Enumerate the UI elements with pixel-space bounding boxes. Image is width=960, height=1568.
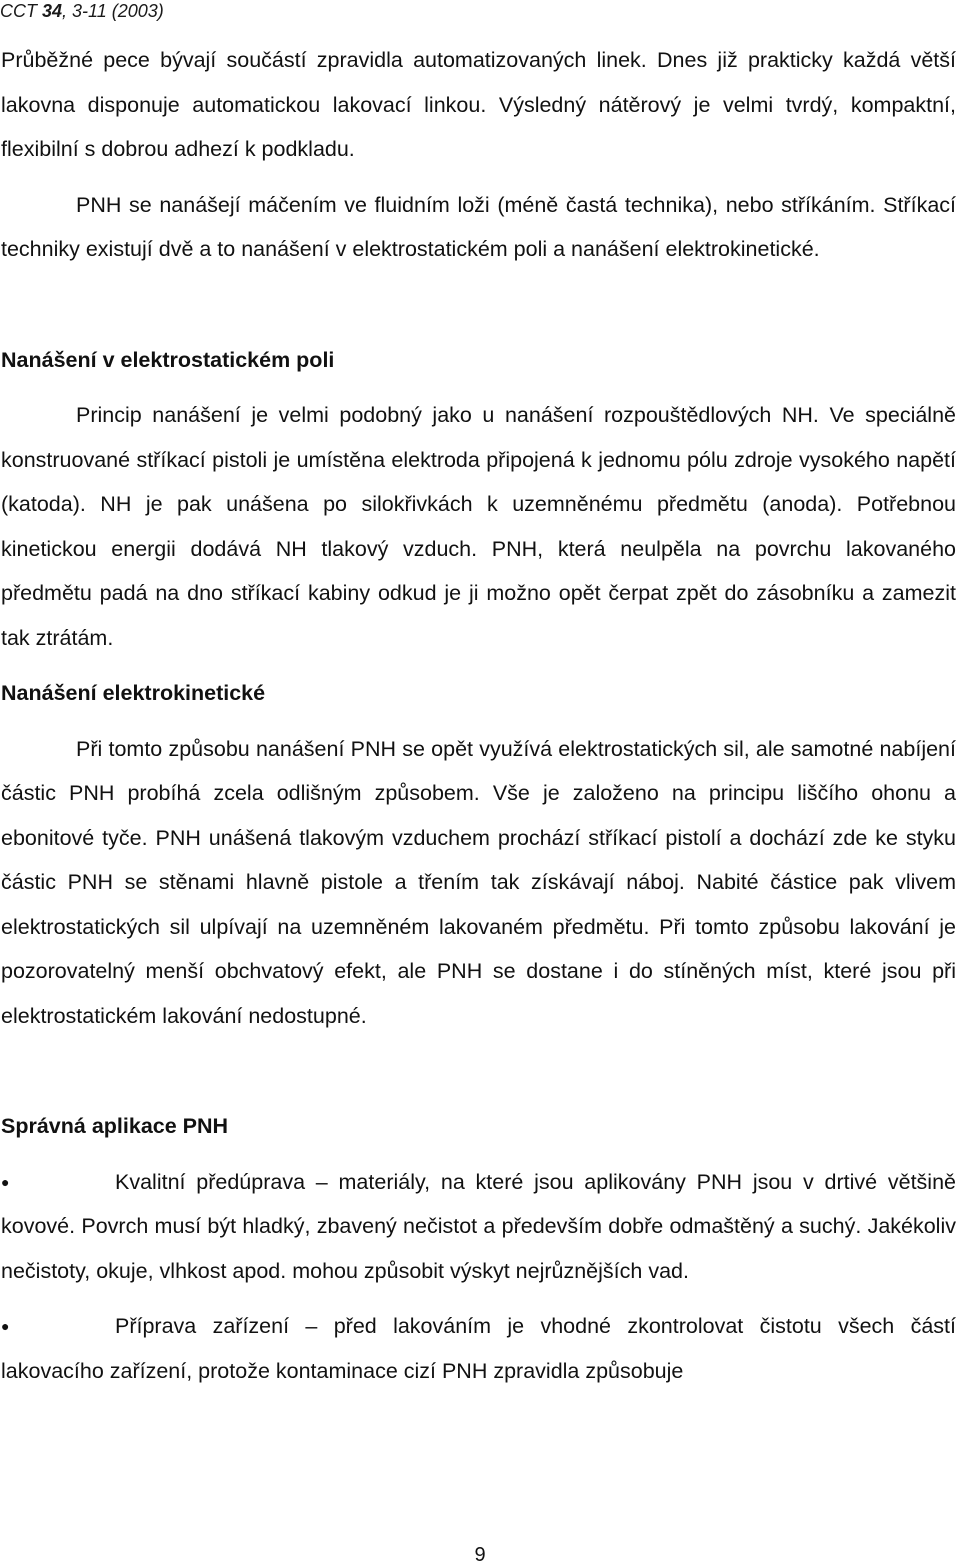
journal-issue: , 3-11 (2003) xyxy=(62,1,164,21)
section-text-electrokinetic: Při tomto způsobu nanášení PNH se opět využívá elektrostatických sil, ale samotné nabíjení částic PNH probíhá zcela odlišným způsobem. Vše je založeno na principu liščího ohonu a ebonitové tyče. PNH unášená tlakovým vzduchem prochází stříkací pistolí a dochází zde ke styku částic PNH se stěnami hlavně pistole a třením tak získávají náboj. Nabité částice pak vlivem elektrostatických sil ulpívají na uzemněném lakovaném předmětu. Při tomto způsobu lakování je pozorovatelný menší obchvatový efekt, ale PNH se dostane i do stíněných míst, které jsou při elektrostatickém lakování nedostupné. xyxy=(1,736,956,1028)
bullet-icon: ● xyxy=(1,1173,10,1190)
section-heading-electrokinetic: Nanášení elektrokinetické xyxy=(1,681,266,705)
list-item-text: Příprava zařízení – před lakováním je vhodné zkontrolovat čistotu všech částí lakovacího zařízení, protože kontaminace cizí PNH zpravidla způsobuje xyxy=(1,1314,956,1383)
section-text-electrostatic: Princip nanášení je velmi podobný jako u nanášení rozpouštědlových NH. Ve speciálně konstruované stříkací pistoli je umístěna elektroda připojená k jednomu pólu zdroje vysokého napětí (katoda). NH je pak unášena po silokřivkách k uzemněnému předmětu (anoda). Potřebnou kinetickou energii dodává NH tlakový vzduch. PNH, která neulpěla na povrchu lakovaného předmětu padá na dno stříkací kabiny odkud je ji možno opět čerpat zpět do zásobníku a zamezit tak ztrátám. xyxy=(1,403,956,650)
list-item xyxy=(1,1304,956,1393)
journal-abbreviation: CCT xyxy=(0,1,37,21)
document-body xyxy=(1,38,956,1393)
journal-volume: 34 xyxy=(42,1,63,21)
running-header xyxy=(0,0,164,22)
section-heading-electrostatic: Nanášení v elektrostatickém poli xyxy=(1,347,335,372)
section-heading-application: Správná aplikace PNH xyxy=(1,1114,229,1138)
list-item xyxy=(1,1160,956,1294)
intro-paragraph: Průběžné pece bývají součástí zpravidla automatizovaných linek. Dnes již prakticky každá větší lakovna disponuje automatickou lakovací linkou. Výsledný nátěrový je velmi tvrdý, kompaktní, flexibilní s dobrou adhezí k podkladu. xyxy=(1,48,956,161)
list-item-text: Kvalitní předúprava – materiály, na které jsou aplikovány PNH jsou v drtivé většině kovové. Povrch musí být hladký, zbavený nečistot a především dobře odmaštěný a suchý. Jakékoliv nečistoty, okuje, vlhkost apod. mohou způsobit výskyt nejrůznějších vad. xyxy=(1,1169,956,1283)
intro-paragraph: PNH se nanášejí máčením ve fluidním loži (méně častá technika), nebo stříkáním. Stříkací techniky existují dvě a to nanášení v elektrostatickém poli a nanášení elektrokinetické. xyxy=(1,192,956,261)
bullet-icon: ● xyxy=(1,1318,10,1334)
page-number: 9 xyxy=(474,1544,486,1566)
